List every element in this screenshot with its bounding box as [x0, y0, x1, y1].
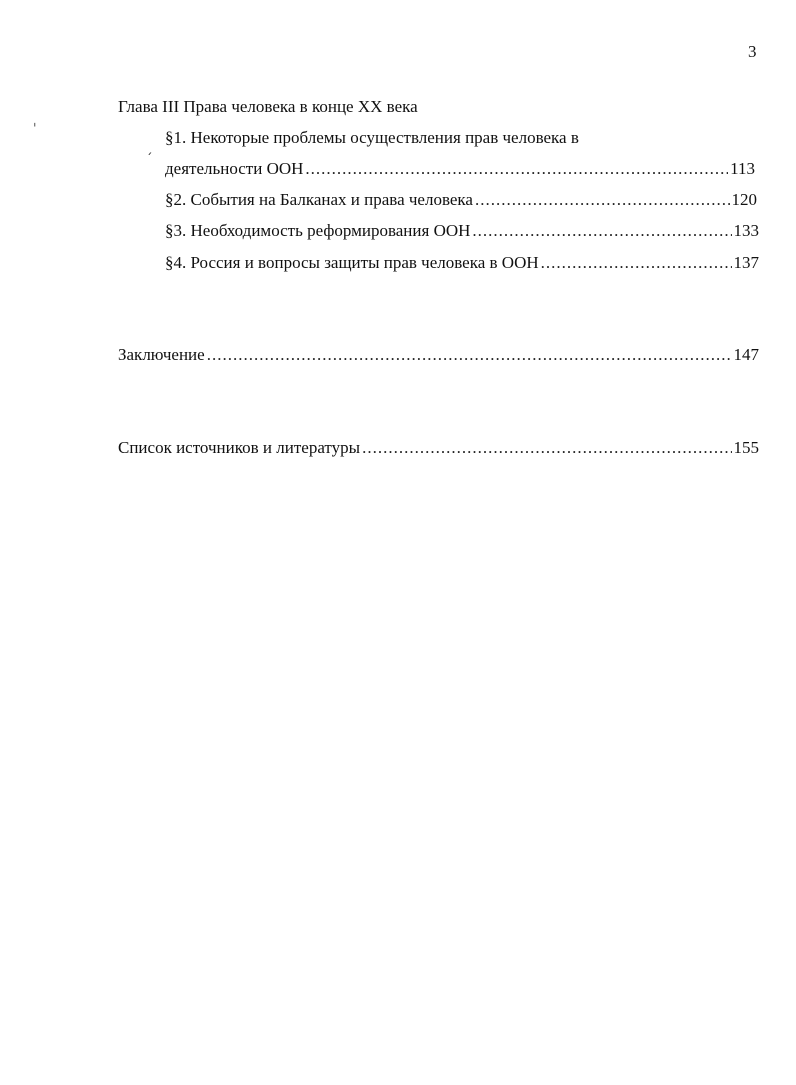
toc-section-1-line-1: §1. Некоторые проблемы осуществления прав человека в	[165, 128, 579, 147]
toc-section-3-title: §3. Необходимость реформирования ООН	[165, 221, 471, 240]
toc-bibliography-title: Список источников и литературы	[118, 438, 361, 457]
margin-tick-mark: ˏ	[146, 141, 153, 156]
toc-conclusion	[118, 345, 759, 365]
toc-section-2-title: §2. События на Балканах и права человека	[165, 190, 473, 209]
page-number: 3	[748, 42, 757, 61]
leader-dots	[541, 253, 732, 273]
toc-bibliography-page: 155	[733, 438, 759, 457]
leader-dots	[362, 438, 731, 458]
toc-section-4-page: 137	[733, 253, 759, 272]
toc-section-1-title: деятельности ООН	[165, 159, 304, 178]
leader-dots	[305, 159, 728, 179]
margin-tick-mark: ˈ	[33, 122, 37, 137]
leader-dots	[472, 221, 731, 241]
toc-section-4-title: §4. Россия и вопросы защиты прав человека в ООН	[165, 253, 539, 272]
leader-dots	[475, 190, 730, 210]
toc-section-3-page: 133	[733, 221, 759, 240]
toc-conclusion-page: 147	[733, 345, 759, 364]
toc-section-1-page: 113	[730, 159, 755, 178]
toc-section-2-page: 120	[731, 190, 757, 209]
toc-conclusion-title: Заключение	[118, 345, 205, 364]
toc-section-4	[165, 253, 759, 273]
toc-section-1	[165, 159, 755, 179]
toc-bibliography	[118, 438, 759, 458]
chapter-heading: Глава III Права человека в конце XX века	[118, 97, 418, 116]
toc-section-2	[165, 190, 757, 210]
toc-section-3	[165, 221, 759, 241]
leader-dots	[207, 345, 732, 365]
